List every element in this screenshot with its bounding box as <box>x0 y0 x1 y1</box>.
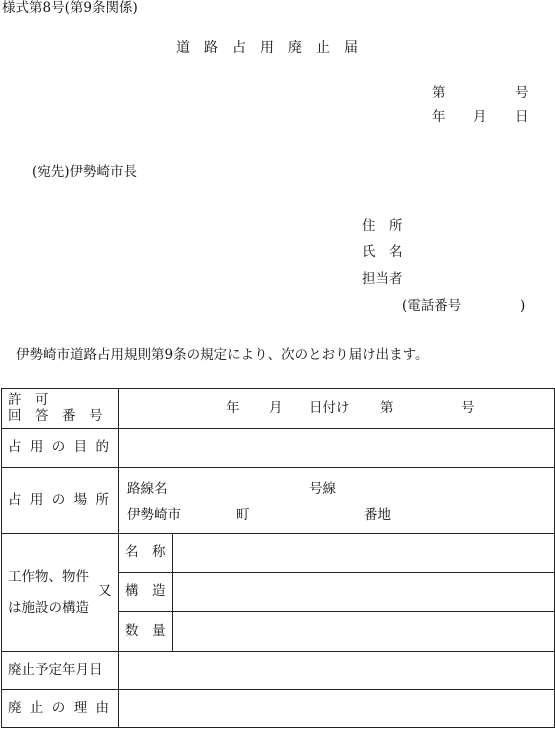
town-label: 町 <box>236 507 250 523</box>
permit-number-label-cell <box>2 389 119 429</box>
purpose-row <box>2 429 555 468</box>
banchi-label: 番地 <box>364 507 391 523</box>
route-name-label: 路線名 <box>127 481 168 497</box>
applicant-phone-label: (電話番号 <box>402 298 462 314</box>
scheduled-date-label: 廃止予定年月日 <box>8 661 103 678</box>
structure-label-line3: は施設の構造 <box>8 600 89 616</box>
permit-label-line1: 許 可 <box>8 392 49 408</box>
reason-label: 廃止の理由 <box>8 699 118 716</box>
structure-quantity-value-cell[interactable] <box>173 612 555 652</box>
statement-text: 伊勢崎市道路占用規則第9条の規定により、次のとおり届け出ます。 <box>16 347 429 363</box>
structure-structure-label: 構 造 <box>125 583 166 600</box>
structure-label-line1: 工作物、物件 <box>8 569 89 585</box>
permit-month-label: 月 <box>269 400 283 416</box>
permit-date-suffix: 日付け <box>309 400 350 416</box>
permit-number-value-cell[interactable] <box>119 389 555 429</box>
purpose-value-cell[interactable] <box>119 429 555 468</box>
date-month-label: 月 <box>473 109 487 125</box>
document-title: 道 路 占 用 廃 止 届 <box>176 40 358 56</box>
place-label: 占用の場所 <box>8 491 118 508</box>
scheduled-date-row <box>2 652 555 690</box>
structure-label-cell <box>2 534 119 652</box>
applicant-person-label: 担当者 <box>362 271 403 287</box>
permit-dai-label: 第 <box>380 400 394 416</box>
permit-go-label: 号 <box>461 400 475 416</box>
applicant-name-label: 氏 名 <box>362 244 403 260</box>
structure-name-value-cell[interactable] <box>173 534 555 573</box>
structure-quantity-label: 数 量 <box>125 622 166 639</box>
number-dai-label: 第 <box>432 85 446 101</box>
permit-number-row <box>2 389 555 429</box>
number-go-label: 号 <box>515 85 529 101</box>
structure-name-label-cell <box>119 534 173 573</box>
place-value-cell[interactable] <box>119 468 555 534</box>
structure-label-line2: 又 <box>98 583 112 599</box>
addressee: (宛先)伊勢崎市長 <box>32 164 138 180</box>
date-day-label: 日 <box>515 109 529 125</box>
place-label-cell <box>2 468 119 534</box>
structure-quantity-label-cell <box>119 612 173 652</box>
structure-name-label: 名 称 <box>125 544 166 561</box>
reason-label-cell <box>2 690 119 728</box>
structure-structure-value-cell[interactable] <box>173 573 555 612</box>
date-year-label: 年 <box>432 109 446 125</box>
city-label: 伊勢崎市 <box>127 507 181 523</box>
applicant-phone-close: ) <box>520 298 526 314</box>
permit-year-label: 年 <box>226 400 240 416</box>
applicant-address-label: 住 所 <box>362 218 403 234</box>
scheduled-date-label-cell <box>2 652 119 690</box>
purpose-label: 占用の目的 <box>8 439 118 456</box>
notification-form-table <box>1 388 555 728</box>
structure-name-row <box>2 534 555 573</box>
purpose-label-cell <box>2 429 119 468</box>
scheduled-date-value-cell[interactable] <box>119 652 555 690</box>
reason-value-cell[interactable] <box>119 690 555 728</box>
place-row <box>2 468 555 534</box>
structure-structure-label-cell <box>119 573 173 612</box>
form-number-label: 様式第8号(第9条関係) <box>2 0 138 16</box>
route-suffix-label: 号線 <box>309 481 336 497</box>
reason-row <box>2 690 555 728</box>
permit-label-line2: 回 答 番 号 <box>8 408 103 424</box>
